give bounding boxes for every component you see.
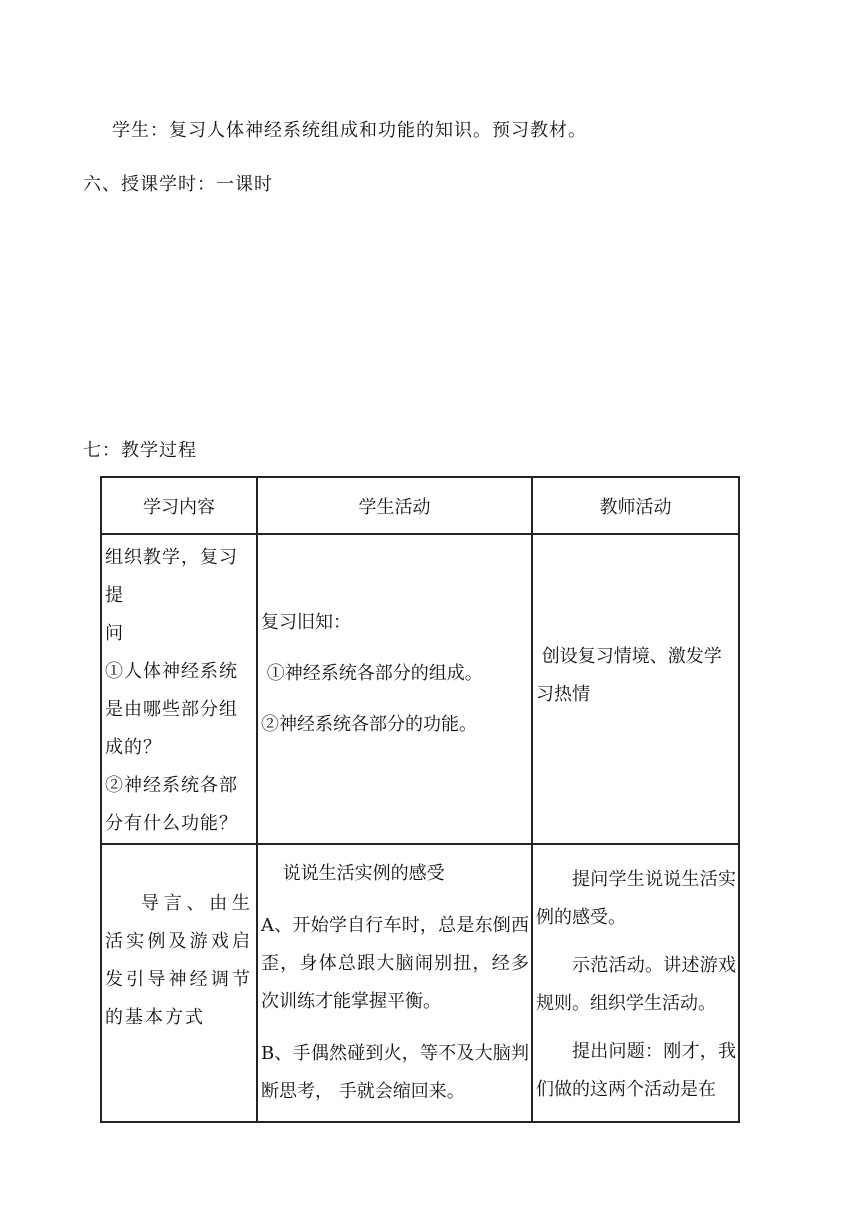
teacher-activity-2: 示范活动。讲述游戏规则。组织学生活动。	[536, 955, 736, 1014]
student-example-b: B、手偶然碰到火，等不及大脑判断思考， 手就会缩回来。	[261, 1043, 529, 1102]
content-line: ②神经系统各部	[105, 775, 238, 796]
class-hours-heading: 六、授课学时：一课时	[83, 174, 273, 195]
header-student-activity: 学生活动	[257, 477, 532, 534]
row2-learning-content	[101, 844, 257, 1122]
content-line: 问	[105, 623, 124, 644]
student-activity-title: 说说生活实例的感受	[282, 863, 445, 884]
header-teacher-activity: 教师活动	[532, 477, 739, 534]
student-line: 复习旧知：	[261, 612, 351, 633]
student-preparation-text: 学生：复习人体神经系统组成和功能的知识。预习教材。	[112, 120, 587, 141]
row1-student-activity	[257, 534, 532, 844]
content-line: 分有什么功能？	[105, 813, 238, 834]
content-line: ①人体神经系统	[105, 661, 238, 682]
teacher-activity-3: 提出问题：刚才，我们做的这两个活动是在	[536, 1041, 736, 1100]
header-learning-content: 学习内容	[101, 477, 257, 534]
teacher-activity-1: 提问学生说说生活实例的感受。	[536, 869, 736, 928]
teaching-process-heading: 七：教学过程	[83, 440, 197, 461]
content-text: 导言、由生活实例及游戏启发引导神经调节的基本方式	[105, 893, 252, 1028]
content-line: 是由哪些部分组	[105, 699, 238, 720]
row1-teacher-activity	[532, 534, 739, 844]
student-line: ②神经系统各部分的功能。	[261, 714, 477, 735]
teacher-line: 习热情	[536, 684, 590, 705]
teacher-line: 创设复习情境、激发学	[536, 646, 722, 667]
row2-student-activity	[257, 844, 532, 1122]
student-line: ①神经系统各部分的组成。	[261, 663, 483, 684]
row1-learning-content	[101, 534, 257, 844]
lesson-process-table	[100, 476, 740, 1123]
content-line: 组织教学，复习提	[105, 547, 238, 606]
table-row	[101, 534, 739, 844]
row2-teacher-activity	[532, 844, 739, 1122]
student-example-a: A、开始学自行车时，总是东倒西歪，身体总跟大脑闹别扭，经多次训练才能掌握平衡。	[261, 915, 529, 1012]
content-line: 成的？	[105, 737, 162, 758]
table-header-row	[101, 477, 739, 534]
table-row	[101, 844, 739, 1122]
